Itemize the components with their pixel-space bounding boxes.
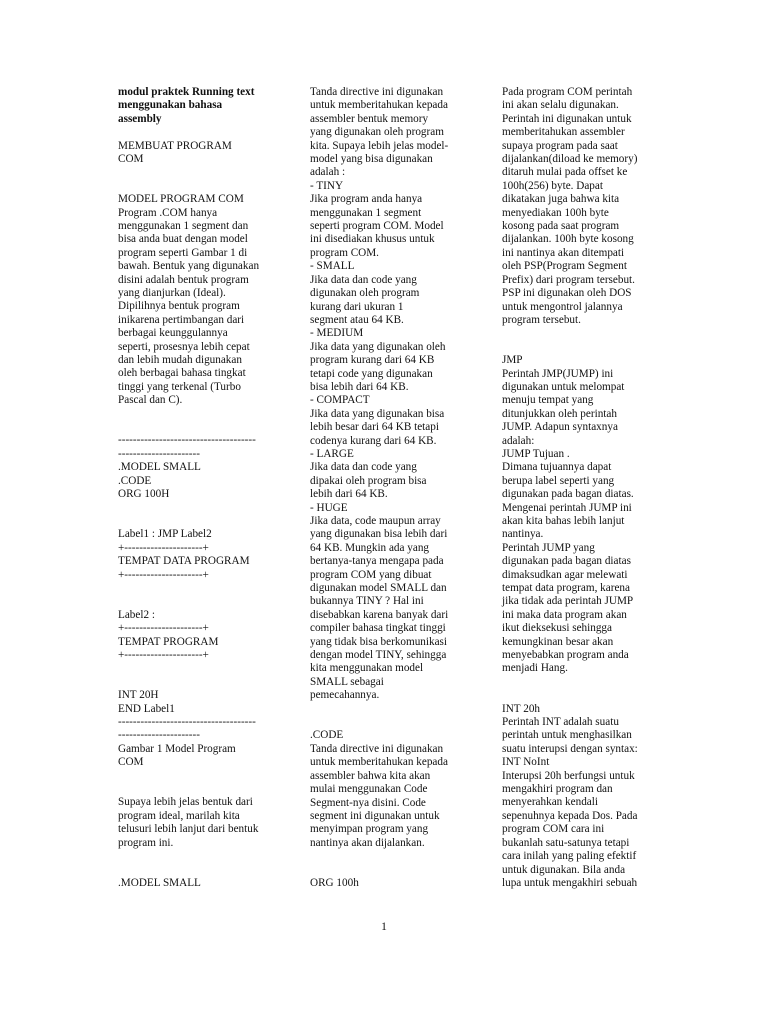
- text-line: JUMP Tujuan .: [502, 447, 570, 460]
- text-line: lupa untuk mengakhiri sebuah: [502, 876, 638, 889]
- text-line: .MODEL SMALL: [118, 461, 201, 474]
- text-line: [310, 703, 462, 716]
- text-line: untuk memberitahukan kepada: [310, 756, 448, 769]
- text-line: ini nantinya akan ditempati: [502, 246, 625, 259]
- text-line: menggunakan 1 segment dan: [118, 220, 249, 233]
- text-line: untuk mengontrol jalannya: [502, 300, 623, 313]
- text-line: digunakan oleh program: [310, 287, 420, 300]
- text-line: assembly: [118, 112, 162, 125]
- text-line: Jika data, code maupun array: [310, 515, 441, 527]
- text-line: codenya kurang dari 64 KB.: [310, 434, 437, 447]
- text-line: bisa lebih dari 64 KB.: [310, 380, 409, 393]
- text-line: inikarena pertimbangan dari: [118, 313, 245, 326]
- text-line: +---------------------+: [118, 541, 209, 554]
- text-line: assembler bentuk memory: [310, 112, 429, 125]
- text-line: ----------------------: [118, 447, 200, 460]
- text-line: segment atau 64 KB.: [310, 313, 404, 326]
- text-line: yang digunakan bisa lebih dari: [310, 528, 448, 541]
- column-1: [118, 86, 276, 890]
- text-line: Label1 : JMP Label2: [118, 528, 212, 541]
- text-line: COM: [118, 756, 144, 769]
- text-line: [502, 676, 652, 689]
- text-line: disini adalah bentuk program: [118, 273, 249, 286]
- text-line: Jika data yang digunakan bisa: [310, 407, 445, 420]
- text-line: +---------------------+: [118, 622, 209, 635]
- text-line: INT NoInt: [502, 756, 550, 769]
- text-line: sepenuhnya kepada Dos. Pada: [502, 809, 638, 822]
- text-line: Gambar 1 Model Program: [118, 742, 236, 755]
- text-line: [118, 595, 276, 608]
- text-line: adalah:: [502, 434, 535, 447]
- text-line: menyebabkan program anda: [502, 649, 629, 662]
- text-line: Pascal dan C).: [118, 394, 183, 407]
- text-line: telusuri lebih lanjut dari bentuk: [118, 823, 259, 836]
- text-line: pemecahannya.: [310, 689, 380, 702]
- text-line: model yang bisa digunakan: [310, 153, 433, 166]
- text-line: bukanlah satu-satunya tetapi: [502, 836, 630, 849]
- text-line: compiler bahasa tingkat tinggi: [310, 622, 446, 635]
- text-line: .CODE: [310, 729, 344, 742]
- text-line: menyediakan 100h byte: [502, 206, 609, 219]
- text-line: [118, 421, 276, 434]
- text-line: +---------------------+: [118, 568, 209, 581]
- text-line: jika tidak ada perintah JUMP: [502, 595, 634, 608]
- text-line: kosong pada saat program: [502, 220, 620, 233]
- text-line: berbagai keunggulannya: [118, 327, 228, 340]
- text-line: [118, 408, 276, 421]
- text-line: cara inilah yang paling efektif: [502, 850, 637, 863]
- text-line: tinggi yang terkenal (Turbo: [118, 380, 241, 393]
- text-line: ----------------------: [118, 729, 200, 742]
- text-line: Tanda directive ini digunakan: [310, 86, 444, 98]
- text-line: - COMPACT: [310, 394, 370, 407]
- text-line: oleh PSP(Program Segment: [502, 260, 627, 273]
- column-3: [502, 86, 652, 890]
- text-line: Tanda directive ini digunakan: [310, 742, 444, 755]
- page-number: 1: [381, 921, 387, 933]
- text-line: Mengenai perintah JUMP ini: [502, 501, 632, 514]
- text-line: INT 20h: [502, 702, 541, 715]
- text-line: program COM yang dibuat: [310, 568, 432, 581]
- text-line: Supaya lebih jelas bentuk dari: [118, 796, 253, 809]
- text-line: TEMPAT DATA PROGRAM: [118, 555, 250, 568]
- text-line: berupa label seperti yang: [502, 474, 615, 487]
- text-line: Jika data dan code yang: [310, 273, 417, 286]
- text-line: [118, 770, 276, 783]
- text-line: dengan model TINY, sehingga: [310, 649, 447, 662]
- text-line: tetapi code yang digunakan: [310, 367, 433, 380]
- text-line: digunakan pada bagan diatas: [502, 555, 631, 568]
- text-line: - MEDIUM: [310, 327, 364, 340]
- text-line: ikut dieksekusi sehingga: [502, 622, 612, 635]
- text-line: mengakhiri program dan: [502, 783, 613, 796]
- text-line: .MODEL SMALL: [118, 876, 201, 889]
- text-line: kurang dari ukuran 1: [310, 300, 404, 313]
- text-line: [310, 716, 462, 729]
- text-line: yang tidak bisa berkomunikasi: [310, 635, 448, 648]
- text-line: akan kita bahas lebih lanjut: [502, 514, 625, 527]
- text-line: program kurang dari 64 KB: [310, 354, 435, 367]
- text-line: mulai menggunakan Code: [310, 783, 428, 796]
- text-line: ini disediakan khusus untuk: [310, 233, 435, 246]
- text-line: Perintah JMP(JUMP) ini: [502, 367, 614, 380]
- text-line: oleh berbagai bahasa tingkat: [118, 367, 246, 380]
- text-line: [118, 863, 276, 876]
- text-line: - LARGE: [310, 447, 354, 460]
- text-line: menuju tempat yang: [502, 394, 594, 407]
- text-line: adalah :: [310, 166, 346, 179]
- text-line: perintah untuk menghasilkan: [502, 729, 632, 742]
- text-line: Program .COM hanya: [118, 206, 218, 219]
- text-line: .CODE: [118, 474, 152, 487]
- text-line: modul praktek Running text: [118, 86, 255, 98]
- text-line: Label2 :: [118, 608, 155, 621]
- text-line: memberitahukan assembler: [502, 126, 625, 139]
- text-line: menyimpan program yang: [310, 823, 429, 836]
- text-line: yang digunakan oleh program: [310, 126, 444, 139]
- text-line: Pada program COM perintah: [502, 86, 633, 98]
- column-2: [310, 86, 462, 890]
- text-line: program ideal, marilah kita: [118, 809, 240, 822]
- text-line: Segment-nya disini. Code: [310, 796, 426, 809]
- text-line: program COM.: [310, 246, 379, 259]
- text-line: 100h(256) byte. Dapat: [502, 179, 603, 192]
- text-line: bertanya-tanya mengapa pada: [310, 555, 444, 568]
- text-line: MEMBUAT PROGRAM: [118, 139, 232, 152]
- text-line: dijalankan. 100h byte kosong: [502, 233, 634, 246]
- text-line: untuk digunakan. Bila anda: [502, 863, 626, 876]
- text-line: - TINY: [310, 179, 344, 192]
- text-line: nantinya.: [502, 528, 544, 541]
- text-line: PSP ini digunakan oleh DOS: [502, 287, 632, 300]
- text-line: [118, 126, 276, 139]
- text-line: dikatakan juga bahwa kita: [502, 193, 620, 206]
- text-line: JMP: [502, 354, 523, 367]
- text-line: suatu interupsi dengan syntax:: [502, 742, 638, 755]
- text-line: MODEL PROGRAM COM: [118, 193, 244, 206]
- text-line: [118, 662, 276, 675]
- text-line: dijalankan(diload ke memory): [502, 153, 638, 166]
- text-line: - HUGE: [310, 501, 348, 514]
- text-line: Perintah ini digunakan untuk: [502, 112, 632, 125]
- text-line: kemungkinan besar akan: [502, 635, 614, 648]
- text-line: supaya program pada saat: [502, 139, 618, 152]
- text-line: assembler bahwa kita akan: [310, 769, 431, 782]
- text-line: [118, 850, 276, 863]
- text-line: Jika data yang digunakan oleh: [310, 340, 446, 353]
- text-line: ini akan selalu digunakan.: [502, 99, 619, 112]
- text-line: Perintah INT adalah suatu: [502, 716, 619, 729]
- text-line: seperti, prosesnya lebih cepat: [118, 340, 250, 353]
- text-line: Prefix) dari program tersebut.: [502, 273, 635, 286]
- text-line: Perintah JUMP yang: [502, 541, 595, 554]
- text-line: [118, 180, 276, 193]
- text-line: bisa anda buat dengan model: [118, 233, 248, 246]
- text-line: [502, 327, 652, 340]
- text-line: TEMPAT PROGRAM: [118, 635, 219, 648]
- text-line: disebabkan karena banyak dari: [310, 608, 449, 621]
- text-line: menggunakan 1 segment: [310, 206, 422, 219]
- text-line: bukannya TINY ? Hal ini: [310, 595, 424, 608]
- text-line: ORG 100h: [310, 876, 359, 889]
- text-line: Dipilihnya bentuk program: [118, 300, 240, 313]
- text-line: kita menggunakan model: [310, 662, 424, 675]
- text-line: menggunakan bahasa: [118, 99, 223, 112]
- text-line: ditunjukkan oleh perintah: [502, 407, 617, 420]
- text-line: ditaruh mulai pada offset ke: [502, 166, 628, 179]
- text-line: [502, 341, 652, 354]
- text-line: dan lebih mudah digunakan: [118, 354, 242, 367]
- text-line: COM: [118, 153, 144, 166]
- text-line: -------------------------------------: [118, 715, 256, 728]
- text-line: yang dianjurkan (Ideal).: [118, 287, 226, 300]
- text-line: 64 KB. Mungkin ada yang: [310, 541, 430, 554]
- text-line: Jika data dan code yang: [310, 461, 417, 474]
- text-line: program seperti Gambar 1 di: [118, 246, 248, 259]
- text-line: Dimana tujuannya dapat: [502, 461, 612, 474]
- text-line: program tersebut.: [502, 313, 581, 326]
- text-line: kita. Supaya lebih jelas model-: [310, 139, 449, 152]
- text-line: [502, 689, 652, 702]
- text-line: JUMP. Adapun syntaxnya: [502, 421, 618, 434]
- text-line: ini maka data program akan: [502, 608, 627, 621]
- text-line: [118, 166, 276, 179]
- text-line: segment ini digunakan untuk: [310, 809, 440, 822]
- text-line: digunakan pada bagan diatas.: [502, 488, 634, 501]
- text-line: lebih dari 64 KB.: [310, 488, 388, 501]
- text-line: SMALL sebagai: [310, 675, 384, 688]
- text-line: dipakai oleh program bisa: [310, 474, 427, 487]
- text-line: [118, 676, 276, 689]
- text-line: bawah. Bentuk yang digunakan: [118, 260, 260, 273]
- text-line: digunakan untuk melompat: [502, 380, 625, 393]
- text-line: [310, 864, 462, 877]
- text-line: ORG 100H: [118, 488, 170, 501]
- text-line: seperti program COM. Model: [310, 220, 444, 233]
- text-line: untuk memberitahukan kepada: [310, 99, 448, 112]
- text-line: [118, 515, 276, 528]
- text-line: program COM cara ini: [502, 823, 605, 836]
- text-line: Interupsi 20h berfungsi untuk: [502, 769, 635, 782]
- text-line: dimaksudkan agar melewati: [502, 568, 628, 581]
- text-line: program ini.: [118, 836, 174, 849]
- text-line: menjadi Hang.: [502, 662, 568, 675]
- text-line: digunakan model SMALL dan: [310, 582, 447, 595]
- text-line: [118, 582, 276, 595]
- text-line: Jika program anda hanya: [310, 193, 423, 206]
- text-line: +---------------------+: [118, 648, 209, 661]
- text-line: tempat data program, karena: [502, 582, 630, 594]
- text-line: -------------------------------------: [118, 434, 256, 447]
- text-line: menyerahkan kendali: [502, 796, 598, 809]
- text-line: END Label1: [118, 702, 175, 715]
- text-line: INT 20H: [118, 689, 159, 702]
- text-line: - SMALL: [310, 260, 355, 273]
- text-line: [118, 783, 276, 796]
- text-line: lebih besar dari 64 KB tetapi: [310, 421, 439, 434]
- text-line: [310, 850, 462, 863]
- text-line: nantinya akan dijalankan.: [310, 836, 425, 849]
- text-line: [118, 502, 276, 515]
